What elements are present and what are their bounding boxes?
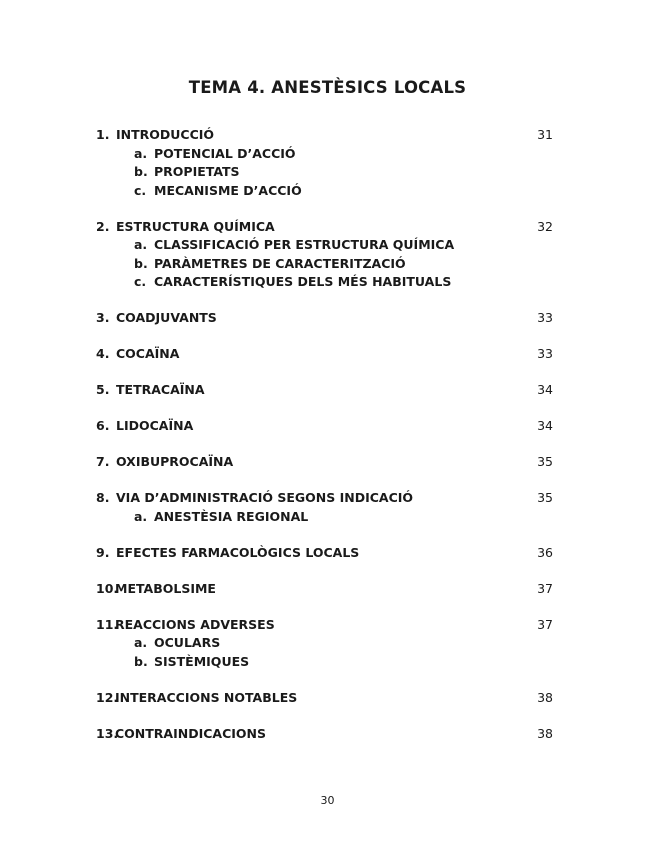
toc-entry-number: 1.: [96, 127, 110, 142]
toc-entry: [96, 689, 556, 708]
toc-line: [96, 345, 556, 364]
toc-entry: [96, 345, 556, 364]
toc-subentry-letter: b.: [134, 653, 148, 669]
toc-entry: [96, 616, 556, 672]
toc-line: [96, 417, 556, 436]
toc-entry: [96, 725, 556, 744]
toc-entry-label: CONTRAINDICACIONS: [115, 725, 266, 741]
toc-line: [96, 126, 556, 145]
page-number: 30: [320, 794, 335, 807]
toc-subentry-letter: b.: [134, 164, 148, 179]
toc-entry: [96, 453, 556, 472]
toc-subentry-letter: a.: [134, 635, 148, 650]
toc-entry: [96, 381, 556, 400]
toc-entry: [96, 580, 556, 599]
toc-entry: [96, 417, 556, 436]
toc-entry-label: VIA D’ADMINISTRACIÓ SEGONS INDICACIÓ: [116, 490, 414, 505]
toc-entry-label: INTERACCIONS NOTABLES: [115, 689, 298, 705]
toc-entry-label: TETRACAÏNA: [116, 382, 205, 397]
toc-subentry-letter: a.: [134, 237, 148, 252]
toc-subentry: [96, 182, 556, 201]
toc-subentry-label: MECANISME D’ACCIÓ: [154, 182, 302, 198]
toc-entry: [96, 126, 556, 200]
toc-subentry-label: CLASSIFICACIÓ PER ESTRUCTURA QUÍMICA: [154, 237, 455, 252]
toc-line: [96, 580, 556, 599]
toc-subentry: [96, 163, 556, 182]
toc-subentry-label: POTENCIAL D’ACCIÓ: [154, 145, 296, 161]
toc-entry-number: 12.: [96, 689, 119, 705]
toc-entry-page: 34: [537, 382, 553, 397]
toc-line: [96, 544, 556, 563]
toc-entry-page: 33: [537, 346, 553, 361]
toc-subentry-letter: c.: [134, 182, 147, 198]
toc-line: [96, 218, 556, 237]
toc-entry-page: 37: [537, 580, 553, 596]
toc-entry: [96, 544, 556, 563]
toc-line: [96, 453, 556, 472]
toc-line: [96, 725, 556, 744]
toc-entry-label: METABOLSIME: [115, 580, 216, 596]
toc-entry-label: LIDOCAÏNA: [116, 418, 194, 433]
toc-subentry-letter: a.: [134, 508, 148, 524]
toc-entry-number: 3.: [96, 310, 110, 325]
toc-line: [96, 309, 556, 328]
toc-subentry-label: SISTÈMIQUES: [154, 653, 250, 669]
toc-entry-page: 32: [537, 218, 553, 234]
toc-subentry: [96, 255, 556, 274]
toc-entry-page: 38: [537, 689, 553, 705]
toc-entry: [96, 218, 556, 292]
toc-line: [96, 381, 556, 400]
toc-entry-number: 13.: [96, 725, 119, 741]
toc-subentry-label: ANESTÈSIA REGIONAL: [154, 508, 309, 524]
toc-subentry: [96, 236, 556, 255]
toc-subentry-label: PARÀMETRES DE CARACTERITZACIÓ: [154, 255, 406, 271]
toc-entry-number: 8.: [96, 490, 110, 505]
toc-entry-label: REACCIONS ADVERSES: [115, 616, 275, 632]
toc-line: [96, 689, 556, 708]
toc-entry-page: 33: [537, 310, 553, 325]
toc-entry-label: COADJUVANTS: [116, 310, 217, 325]
table-of-contents: [96, 126, 556, 761]
toc-entry-number: 6.: [96, 418, 110, 433]
toc-entry-number: 4.: [96, 346, 110, 361]
toc-entry-page: 34: [537, 418, 553, 433]
toc-entry-number: 2.: [96, 218, 110, 234]
toc-entry-number: 9.: [96, 544, 110, 560]
toc-entry-page: 35: [537, 490, 553, 505]
toc-subentry-letter: a.: [134, 145, 148, 161]
toc-entry-page: 37: [537, 616, 553, 632]
toc-entry-page: 38: [537, 725, 553, 741]
toc-entry-number: 5.: [96, 382, 110, 397]
page-title: TEMA 4. ANESTÈSICS LOCALS: [188, 78, 467, 97]
toc-line: [96, 616, 556, 635]
toc-entry-page: 31: [537, 127, 553, 142]
toc-subentry: [96, 273, 556, 292]
toc-entry-label: ESTRUCTURA QUÍMICA: [116, 218, 275, 234]
toc-entry-page: 35: [537, 454, 553, 469]
toc-subentry-letter: b.: [134, 255, 148, 271]
toc-entry-label: COCAÏNA: [116, 346, 180, 361]
toc-subentry-letter: c.: [134, 274, 147, 289]
toc-subentry: [96, 634, 556, 653]
toc-entry-number: 11.: [96, 616, 119, 632]
toc-subentry-label: CARACTERÍSTIQUES DELS MÉS HABITUALS: [154, 274, 452, 289]
toc-entry-number: 7.: [96, 454, 110, 469]
toc-entry-label: EFECTES FARMACOLÒGICS LOCALS: [116, 544, 360, 560]
toc-line: [96, 489, 556, 508]
toc-subentry-label: OCULARS: [154, 635, 221, 650]
toc-entry-number: 10.: [96, 580, 119, 596]
toc-subentry-label: PROPIETATS: [154, 164, 240, 179]
toc-subentry: [96, 145, 556, 164]
toc-entry-page: 36: [537, 544, 553, 560]
toc-subentry: [96, 508, 556, 527]
toc-entry: [96, 309, 556, 328]
toc-subentry: [96, 653, 556, 672]
toc-entry-label: INTRODUCCIÓ: [116, 127, 215, 142]
toc-entry: [96, 489, 556, 526]
toc-entry-label: OXIBUPROCAÏNA: [116, 454, 234, 469]
